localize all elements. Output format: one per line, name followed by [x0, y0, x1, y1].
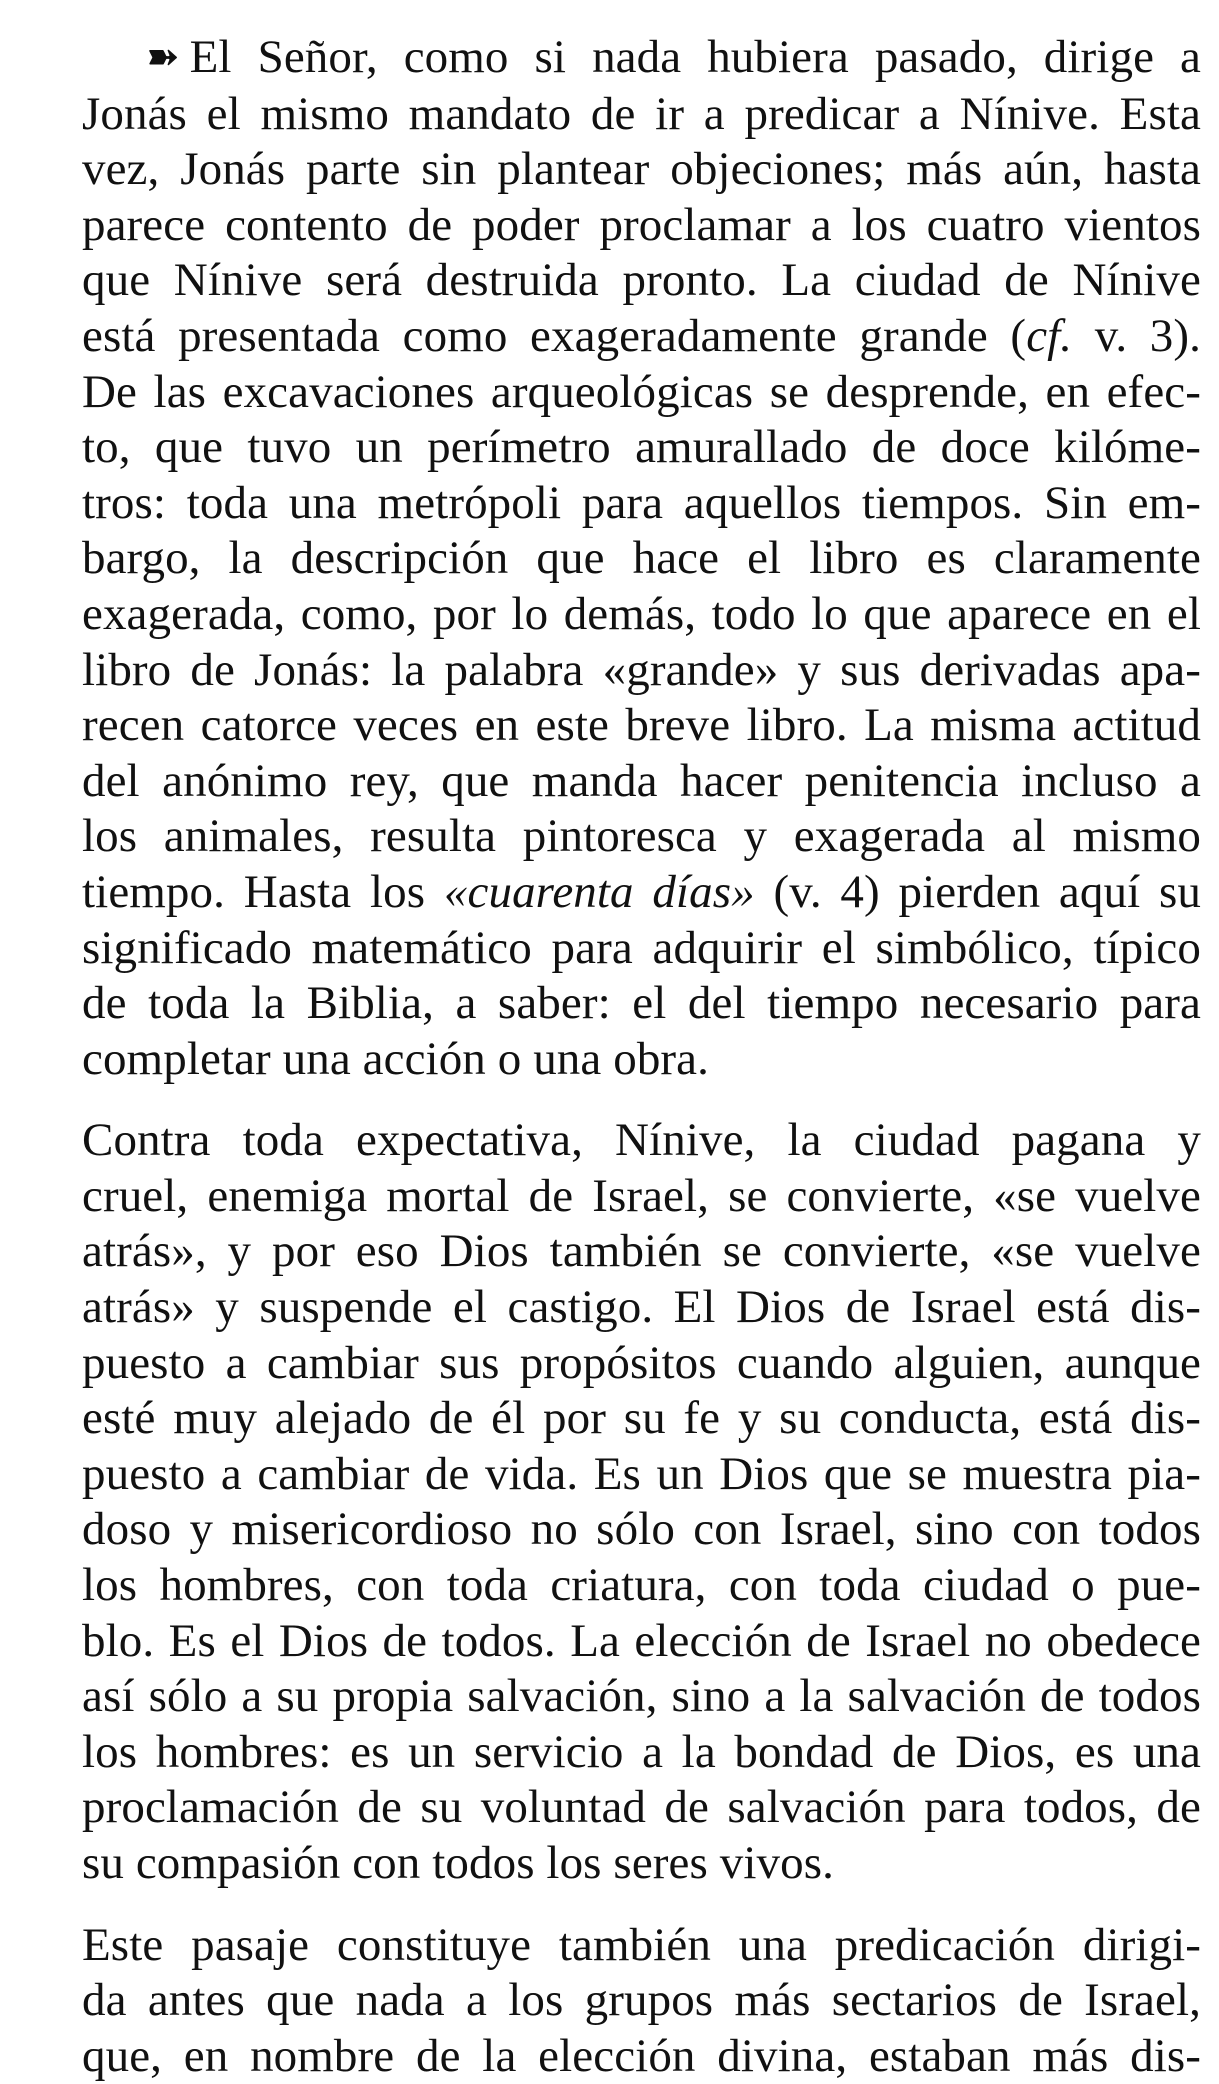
- text-line: esté muy alejado de él por su fe y su conducta, está dis-: [82, 1392, 1201, 1445]
- text-line: exagerada, como, por lo demás, todo lo que aparece en el: [82, 587, 1201, 640]
- text-line: vez, Jonás parte sin plantear objeciones; más aún, hasta: [82, 143, 1201, 196]
- text-line: Jonás el mismo mandato de ir a predicar a Nínive. Esta: [82, 87, 1201, 140]
- text-line: significado matemático para adquirir el simbólico, típico: [82, 921, 1201, 974]
- text-line: [18, 309, 1201, 365]
- text-line: completar una acción o una obra.: [82, 1032, 709, 1085]
- italic-quote: «cuarenta días»: [443, 865, 755, 918]
- text-line: De las excavaciones arqueológicas se desprende, en efec-: [82, 365, 1201, 418]
- text-line: tros: toda una metrópoli para aquellos tiempos. Sin em-: [82, 476, 1201, 529]
- text-line: parece contento de poder proclamar a los cuatro vientos: [82, 198, 1201, 251]
- text-line: puesto a cambiar sus propósitos cuando alguien, aunque: [82, 1336, 1201, 1389]
- paragraph-2: [18, 1113, 1201, 1891]
- text-line: to, que tuvo un perímetro amurallado de doce kilóme-: [82, 421, 1201, 474]
- text-line: que, en nombre de la elección divina, estaban más dis-: [82, 2029, 1201, 2082]
- text-line: su compasión con todos los seres vivos.: [82, 1837, 834, 1889]
- text-line: puesto a cambiar de vida. Es un Dios que se muestra pia-: [82, 1447, 1201, 1500]
- text-line: proclamación de su voluntad de salvación para todos, de: [82, 1781, 1201, 1834]
- text-line: de toda la Biblia, a saber: el del tiempo necesario para: [82, 977, 1201, 1030]
- text-line: da antes que nada a los grupos más sectarios de Israel,: [82, 1974, 1201, 2027]
- text-line: los hombres: es un servicio a la bondad de Dios, es una: [82, 1725, 1201, 1778]
- document-page: [18, 30, 1201, 2084]
- paragraph-1: [18, 30, 1201, 1087]
- text-segment: v. 3).: [1072, 309, 1201, 362]
- italic-reference: cf.: [1026, 309, 1073, 362]
- text-line: libro de Jonás: la palabra «grande» y sus derivadas apa-: [82, 643, 1201, 696]
- text-line: del anónimo rey, que manda hacer penitencia incluso a: [82, 754, 1201, 807]
- text-line: recen catorce veces en este breve libro. La misma actitud: [82, 699, 1201, 752]
- text-line: [18, 865, 1201, 921]
- text-segment: está presentada como exageradamente grande (: [82, 309, 1027, 362]
- text-line: los hombres, con toda criatura, con toda ciudad o pue-: [82, 1559, 1201, 1612]
- text-line: atrás», y por eso Dios también se convierte, «se vuelve: [82, 1225, 1201, 1278]
- text-segment: El Señor, como si nada hubiera pasado, dirige a: [189, 31, 1201, 83]
- text-segment: (v. 4) pierden aquí su: [754, 865, 1201, 918]
- text-line: Este pasaje constituye también una predicación dirigi-: [82, 1918, 1201, 1971]
- text-line: Contra toda expectativa, Nínive, la ciudad pagana y: [82, 1114, 1201, 1167]
- text-line: así sólo a su propia salvación, sino a la salvación de todos: [82, 1670, 1201, 1723]
- text-line: los animales, resulta pintoresca y exagerada al mismo: [82, 810, 1201, 863]
- text-line: doso y misericordioso no sólo con Israel, sino con todos: [82, 1503, 1201, 1556]
- text-line: que Nínive será destruida pronto. La ciudad de Nínive: [82, 254, 1201, 307]
- arrow-right-icon: ➽: [146, 34, 180, 79]
- text-line: atrás» y suspende el castigo. El Dios de Israel está dis-: [82, 1281, 1201, 1334]
- text-line: blo. Es el Dios de todos. La elección de Israel no obedece: [82, 1614, 1201, 1667]
- text-segment: tiempo. Hasta los: [82, 865, 444, 918]
- text-line: bargo, la descripción que hace el libro es claramente: [82, 532, 1201, 585]
- paragraph-3: [18, 1918, 1201, 2084]
- text-line: cruel, enemiga mortal de Israel, se convierte, «se vuelve: [82, 1169, 1201, 1222]
- text-line: [18, 30, 1201, 87]
